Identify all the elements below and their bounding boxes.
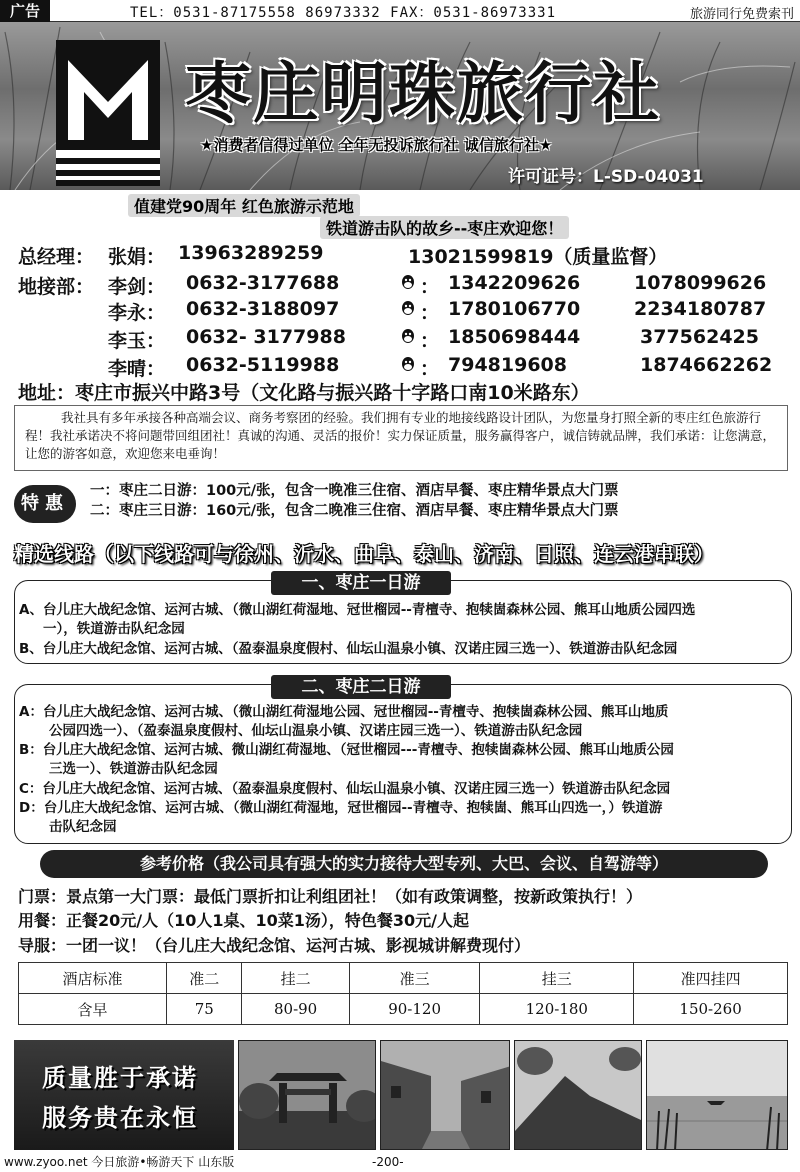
qq-icon [400, 274, 416, 297]
one-day-heading: 一、枣庄一日游 [271, 571, 451, 595]
archway-image [239, 1041, 376, 1150]
table-cell: 150-260 [634, 994, 788, 1025]
routes-title: 精选线路（以下线路可与徐州、沂水、曲阜、泰山、济南、日照、连云港串联） [14, 542, 714, 566]
table-cell: 挂三 [480, 963, 634, 994]
gm-name: 张娟： [108, 246, 166, 268]
table-cell: 80-90 [242, 994, 349, 1025]
route-line: D：台儿庄大战纪念馆、运河古城、（微山湖红荷湿地，冠世榴园--青檀寺、抱犊崮、熊耳山四选一，）铁道游 [19, 800, 663, 816]
staff-phone: 0632-3188097 [186, 298, 340, 320]
route-line: 一），铁道游击队纪念园 [43, 621, 185, 637]
staff-name: 李玉： [108, 330, 166, 352]
staff-name: 李剑： [108, 276, 166, 298]
license-number: 许可证号：L-SD-04031 [508, 167, 704, 187]
staff-row [18, 272, 798, 298]
table-cell: 准二 [167, 963, 242, 994]
route-line: A、台儿庄大战纪念馆、运河古城、（微山湖红荷湿地、冠世榴园--青檀寺、抱犊崮森林公园、熊耳山地质公园四选 [19, 602, 696, 618]
staff-phone: 0632- 3177988 [186, 326, 346, 348]
staff-qq: 2234180787 [634, 298, 767, 320]
honors-line: ★消费者信得过单位 全年无投诉旅行社 诚信旅行社★ [200, 136, 553, 154]
table-cell: 准三 [349, 963, 480, 994]
mountain-image [515, 1041, 642, 1150]
table-cell: 酒店标准 [19, 963, 167, 994]
route-line: B、台儿庄大战纪念馆、运河古城、（盈泰温泉度假村、仙坛山温泉小镇、汉诺庄园三选一）、铁道游击队纪念园 [19, 641, 678, 657]
footer-site: www.zyoo.net 今日旅游•畅游天下 山东版 [4, 1155, 235, 1169]
route-line: A：台儿庄大战纪念馆、运河古城、（微山湖红荷湿地公园、冠世榴园--青檀寺、抱犊崮森林公园、熊耳山地质 [19, 704, 669, 720]
route-line: C：台儿庄大战纪念馆、运河古城、（盈泰温泉度假村、仙坛山温泉小镇、汉诺庄园三选一）铁道游击队纪念园 [19, 781, 671, 797]
qq-colon: ： [420, 330, 440, 352]
staff-qq: 377562425 [640, 326, 759, 348]
staff-qq: 1874662262 [640, 354, 773, 376]
slogan-line-2: 铁道游击队的故乡--枣庄欢迎您！ [320, 216, 569, 239]
qq-colon: ： [420, 276, 440, 298]
special-offer-badge: 特惠 [14, 485, 76, 523]
staff-mobile: 1850698444 [448, 326, 581, 348]
staff-name: 李晴： [108, 358, 166, 380]
staff-row [18, 354, 798, 380]
two-day-heading: 二、枣庄二日游 [271, 675, 451, 699]
one-day-tour-box [14, 573, 792, 664]
slogan-service: 服务贵在永恒 [42, 1104, 198, 1132]
hotel-price-table [18, 962, 788, 1025]
table-cell: 90-120 [349, 994, 480, 1025]
table-header-row [19, 963, 788, 994]
photo-ancient-town [380, 1040, 510, 1150]
staff-mobile: 1780106770 [448, 298, 581, 320]
gm-label: 总经理： [18, 246, 95, 268]
ancient-town-image [381, 1041, 510, 1150]
intro-paragraph: 我社具有多年承接各种高端会议、商务考察团的经验。我们拥有专业的地接线路设计团队，为您量身打照全新的枣庄红色旅游行程！我社承诺决不将问题带回组团社！真诚的沟通、灵活的报价！实力保证质量，服务赢得客户，诚信铸就品牌，我们承诺：让您满意，让您的游客如意，欢迎您来电垂询！ [14, 405, 788, 471]
staff-phone: 0632-3177688 [186, 272, 340, 294]
gm-phone-1: 13963289259 [178, 242, 324, 264]
meal-policy: 用餐：正餐20元/人（10人1桌、10菜1汤），特色餐30元/人起 [18, 911, 470, 930]
qq-icon [400, 328, 416, 351]
pricing-heading: 参考价格（我公司具有强大的实力接待大型专列、大巴、会议、自驾游等） [40, 850, 768, 878]
route-line: 公园四选一）、（盈泰温泉度假村、仙坛山温泉小镇、汉诺庄园三选一）、铁道游击队纪念园 [49, 723, 583, 739]
banner [0, 22, 800, 190]
route-line: 击队纪念园 [49, 819, 117, 835]
table-cell: 准四挂四 [634, 963, 788, 994]
staff-phone: 0632-5119988 [186, 354, 340, 376]
photo-mountain [514, 1040, 642, 1150]
qq-colon: ： [420, 302, 440, 324]
ticket-policy: 门票：景点第一大门票：最低门票折扣让利组团社！（如有政策调整，按新政策执行！） [18, 887, 643, 906]
staff-row [18, 298, 798, 324]
top-bar [0, 0, 800, 22]
photo-archway [238, 1040, 376, 1150]
agency-title: 枣庄明珠旅行社 [185, 55, 661, 132]
special-offers [90, 481, 619, 521]
address-line: 地址：枣庄市振兴中路3号（文化路与振兴路十字路口南10米路东） [18, 382, 590, 404]
page-number: -200- [372, 1155, 404, 1169]
m-logo-icon [56, 40, 160, 186]
table-cell: 含早 [19, 994, 167, 1025]
free-catalog-label: 旅游同行免费索刊 [689, 7, 794, 22]
staff-qq: 1078099626 [634, 272, 767, 294]
dept-label: 地接部： [18, 276, 95, 298]
qq-colon: ： [420, 358, 440, 380]
staff-name: 李永： [108, 302, 166, 324]
staff-mobile: 1342209626 [448, 272, 581, 294]
photo-lake [646, 1040, 788, 1150]
special-offer-2: 二：枣庄三日游：160元/张，包含二晚准三住宿、酒店早餐、枣庄精华景点大门票 [90, 503, 619, 519]
top-contact-line: TEL：0531-87175558 86973332 FAX：0531-86973331 [130, 5, 557, 21]
gm-row [18, 242, 798, 268]
table-cell: 挂二 [242, 963, 349, 994]
lake-image [647, 1041, 788, 1150]
staff-mobile: 794819608 [448, 354, 567, 376]
staff-row [18, 326, 798, 352]
table-cell: 120-180 [480, 994, 634, 1025]
ad-tag: 广告 [0, 0, 50, 22]
bottom-slogan-panel [14, 1040, 234, 1150]
table-cell: 75 [167, 994, 242, 1025]
route-line: B：台儿庄大战纪念馆、运河古城、微山湖红荷湿地、（冠世榴园---青檀寺、抱犊崮森林公园、熊耳山地质公园 [19, 742, 674, 758]
slogan-quality: 质量胜于承诺 [42, 1064, 198, 1092]
gm-phone-2: 13021599819（质量监督） [408, 246, 668, 268]
special-offer-1: 一：枣庄二日游：100元/张，包含一晚准三住宿、酒店早餐、枣庄精华景点大门票 [90, 483, 619, 499]
qq-icon [400, 356, 416, 379]
two-day-tour-box [14, 677, 792, 844]
route-line: 三选一）、铁道游击队纪念园 [49, 761, 218, 777]
slogan-line-1: 值建党90周年 红色旅游示范地 [128, 194, 360, 217]
guide-policy: 导服：一团一议！（台儿庄大战纪念馆、运河古城、影视城讲解费现付） [18, 936, 531, 955]
qq-icon [400, 300, 416, 323]
table-row [19, 994, 788, 1025]
footer [0, 1152, 800, 1172]
